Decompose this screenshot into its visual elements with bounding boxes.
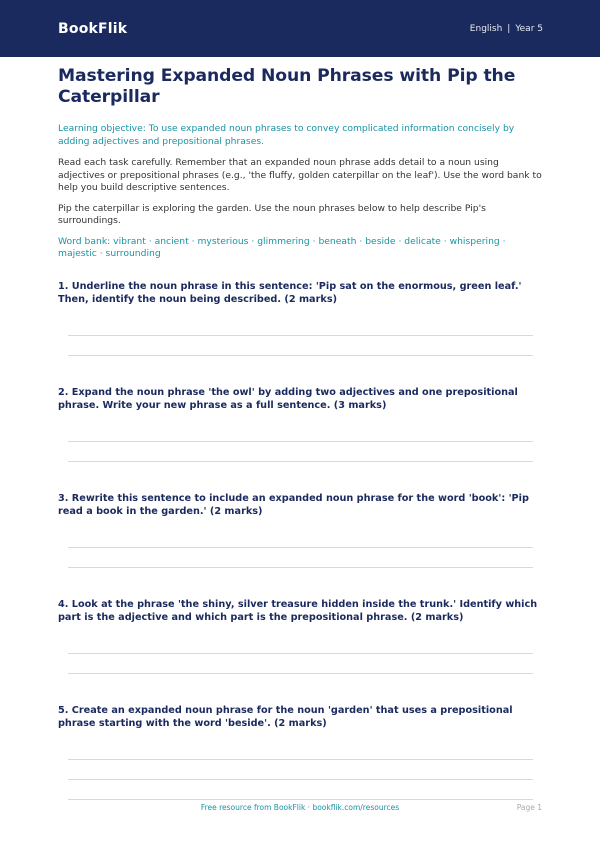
answer-line[interactable] [68,759,533,760]
learning-objective: Learning objective: To use expanded noun phrases to convey complicated information concisely by adding adjectives and prepositional phrases. [58,123,515,147]
answer-line[interactable] [68,653,533,654]
answer-line[interactable] [68,799,533,800]
question-text: 5. Create an expanded noun phrase for the noun 'garden' that uses a prepositional phrase starting with the word 'beside'. (2 marks) [58,704,513,729]
instructions-text: Read each task carefully. Remember that an expanded noun phrase adds detail to a noun using adjectives or prepositional phrases (e.g., 'the fluffy, golden caterpillar on the leaf'). Use the word bank to help you build descriptive sentences. [58,157,542,193]
answer-line[interactable] [68,567,533,568]
answer-line[interactable] [68,441,533,442]
footer-credit-link[interactable]: Free resource from BookFlik · bookflik.com/resources [200,803,400,812]
subject-year-label [470,24,543,34]
page-number: Page 1 [516,803,542,812]
answer-area[interactable] [58,547,543,568]
question-text: 3. Rewrite this sentence to include an expanded noun phrase for the word 'book': 'Pip read a book in the garden.' (2 marks) [58,492,529,517]
answer-line[interactable] [68,355,533,356]
scenario-text: Pip the caterpillar is exploring the garden. Use the noun phrases below to help describe Pip's surroundings. [58,202,486,226]
question-text: 2. Expand the noun phrase 'the owl' by adding two adjectives and one prepositional phrase. Write your new phrase as a full sentence. (3 marks) [58,386,518,411]
answer-line[interactable] [68,335,533,336]
subject-label: English [469,23,503,34]
question-block [58,280,543,356]
answer-area[interactable] [58,441,543,462]
answer-line[interactable] [68,461,533,462]
answer-line[interactable] [68,779,533,780]
answer-line[interactable] [68,547,533,548]
question-text: 1. Underline the noun phrase in this sentence: 'Pip sat on the enormous, green leaf.' Then, identify the noun being described. (2 marks) [58,280,522,305]
page-footer [0,803,600,815]
question-block [58,598,543,674]
answer-line[interactable] [68,673,533,674]
answer-area[interactable] [58,759,543,800]
question-block [58,386,543,462]
question-block [58,492,543,568]
worksheet-body [58,66,543,830]
answer-area[interactable] [58,653,543,674]
question-text: 4. Look at the phrase 'the shiny, silver treasure hidden inside the trunk.' Identify which part is the adjective and which part is the prepositional phrase. (2 marks) [58,598,538,623]
brand-logo-text[interactable]: BookFlik [58,20,128,37]
answer-area[interactable] [58,335,543,356]
question-block [58,704,543,800]
meta-separator: | [507,23,511,34]
year-label: Year 5 [515,23,543,34]
questions-list [58,280,543,800]
site-header [0,0,600,57]
worksheet-title: Mastering Expanded Noun Phrases with Pip the Caterpillar [58,66,516,107]
word-bank: Word bank: vibrant · ancient · mysterious · glimmering · beneath · beside · delicate · whispering · majestic · surrounding [58,235,506,259]
